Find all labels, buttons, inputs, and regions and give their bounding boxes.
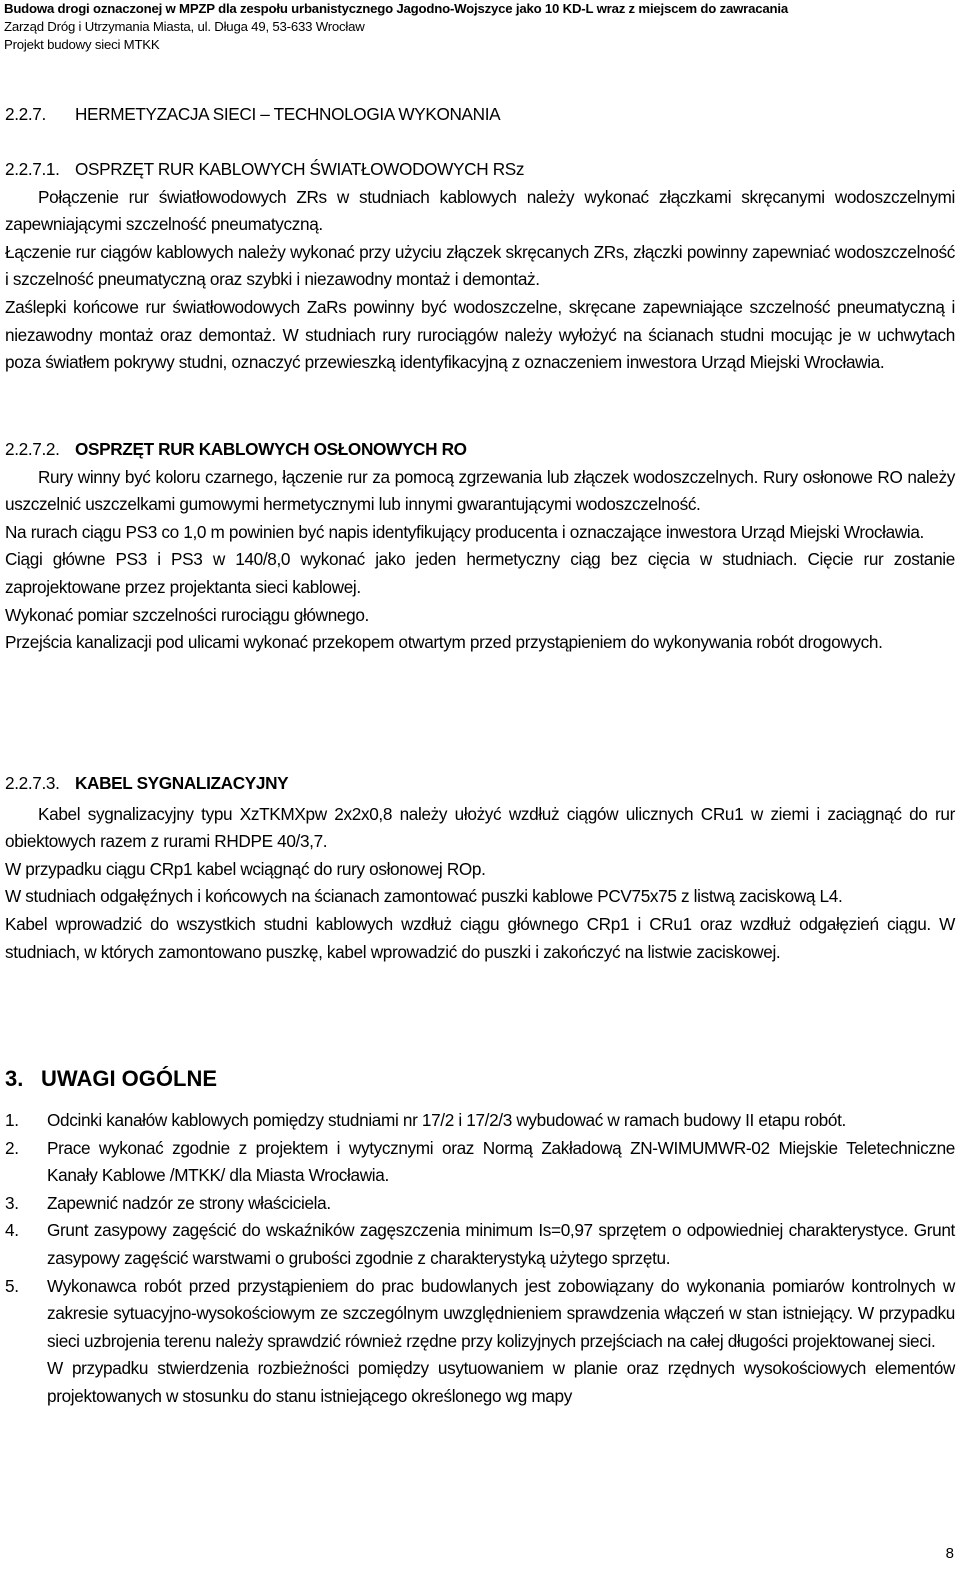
heading-2-2-7-3 (5, 770, 955, 798)
heading-2-2-7-2 (5, 436, 955, 464)
list-item-number: 3. (5, 1192, 19, 1213)
paragraph: Połączenie rur światłowodowych ZRs w studniach kablowych należy wykonać złączkami skręcanymi wodoszczelnymi zapewniającymi szczelność pneumatyczną. (5, 186, 955, 235)
heading-3 (5, 1064, 217, 1094)
paragraph: Rury winny być koloru czarnego, łączenie rur za pomocą zgrzewania lub złączek wodoszczelnych. Rury osłonowe RO należy uszczelnić uszczelkami gumowymi hermetycznymi lub innymi gwarantującymi wodoszczelność. (5, 466, 955, 515)
general-notes-list (5, 1107, 955, 1411)
heading-number: 2.2.7.2. (5, 439, 60, 459)
heading-title: OSPRZĘT RUR KABLOWYCH OSŁONOWYCH RO (75, 439, 467, 459)
section-2-2-7-1 (5, 156, 955, 377)
paragraph: Na rurach ciągu PS3 co 1,0 m powinien być napis identyfikujący producenta i oznaczające inwestora Urząd Miejski Wrocławia. (5, 521, 924, 542)
paragraph: Kabel wprowadzić do wszystkich studni kablowych wzdłuż ciągu głównego CRp1 i CRu1 oraz wzdłuż odgałęzień ciągu. W studniach, w których zamontowano puszkę, kabel wprowadzić do puszki i zakończyć na listwie zaciskowej. (5, 913, 955, 962)
paragraph: Kabel sygnalizacyjny typu XzTKMXpw 2x2x0,8 należy ułożyć wzdłuż ciągów ulicznych CRu1 w ziemi i zaciągnąć do rur obiektowych razem z rurami RHDPE 40/3,7. (5, 803, 955, 852)
heading-title: HERMETYZACJA SIECI – TECHNOLOGIA WYKONANIA (75, 104, 501, 124)
list-item-number: 4. (5, 1220, 19, 1241)
paragraph: W studniach odgałęźnych i końcowych na ścianach zamontować puszki kablowe PCV75x75 z listwą zaciskową L4. (5, 886, 843, 907)
header-project-title: Budowa drogi oznaczonej w MPZP dla zespołu urbanistycznego Jagodno-Wojszyce jako 10 KD-L wraz z miejscem do zawracania (4, 1, 788, 16)
heading-2-2-7 (5, 101, 500, 129)
heading-title: KABEL SYGNALIZACYJNY (75, 773, 289, 793)
list-item-number: 5. (5, 1275, 19, 1296)
paragraph: W przypadku ciągu CRp1 kabel wciągnąć do rury osłonowej ROp. (5, 858, 486, 879)
list-item (5, 1273, 955, 1411)
page-number: 8 (945, 1545, 954, 1562)
heading-title: UWAGI OGÓLNE (41, 1066, 217, 1091)
header-subtitle: Projekt budowy sieci MTKK (4, 37, 160, 52)
list-item-text: Grunt zasypowy zagęścić do wskaźników zagęszczenia minimum Is=0,97 sprzętem o odpowiedniej charakterystyce. Grunt zasypowy zagęścić warstwami o grubości zgodnie z charakterystyką użytego sprzętu. (47, 1220, 955, 1268)
heading-title: OSPRZĘT RUR KABLOWYCH ŚWIATŁOWODOWYCH RSz (75, 159, 525, 179)
heading-2-2-7-1 (5, 156, 955, 184)
list-item-text: Odcinki kanałów kablowych pomiędzy studniami nr 17/2 i 17/2/3 wybudować w ramach budowy II etapu robót. (47, 1110, 846, 1130)
list-item-text: Zapewnić nadzór ze strony właściciela. (47, 1192, 331, 1213)
heading-number: 2.2.7. (5, 104, 46, 124)
list-item (5, 1190, 955, 1218)
paragraph: Łączenie rur ciągów kablowych należy wykonać przy użyciu złączek skręcanych ZRs, złączki powinny zapewniać wodoszczelność i szczelność pneumatyczną oraz szybki i niezawodny montaż i demontaż. (5, 241, 955, 290)
list-item (5, 1217, 955, 1272)
heading-number: 2.2.7.3. (5, 773, 60, 793)
paragraph: Ciągi główne PS3 i PS3 w 140/8,0 wykonać jako jeden hermetyczny ciąg bez cięcia w studniach. Cięcie rur zostanie zaprojektowane przez projektanta sieci kablowej. (5, 549, 955, 597)
section-2-2-7-3 (5, 770, 955, 966)
list-item-number: 2. (5, 1137, 19, 1158)
heading-number: 2.2.7.1. (5, 159, 60, 179)
list-item (5, 1135, 955, 1190)
paragraph: Wykonać pomiar szczelności rurociągu głównego. (5, 604, 369, 625)
paragraph: Zaślepki końcowe rur światłowodowych ZaRs powinny być wodoszczelne, skręcane zapewniające szczelność pneumatyczną i niezawodny montaż oraz demontaż. W studniach rury rurociągów należy wyłożyć na ścianach studni mocując je w uchwytach poza światłem pokrywy studni, oznaczyć przewieszką identyfikacyjną z oznaczeniem inwestora Urząd Miejski Wrocławia. (5, 296, 955, 373)
paragraph: Przejścia kanalizacji pod ulicami wykonać przekopem otwartym przed przystąpieniem do wykonywania robót drogowych. (5, 632, 883, 653)
list-item-text: Prace wykonać zgodnie z projektem i wytycznymi oraz Normą Zakładową ZN-WIMUMWR-02 Miejskie Teletechniczne Kanały Kablowe /MTKK/ dla Miasta Wrocławia. (47, 1137, 955, 1186)
page-header (4, 0, 788, 54)
heading-number: 3. (5, 1066, 24, 1091)
header-client: Zarząd Dróg i Utrzymania Miasta, ul. Długa 49, 53-633 Wrocław (4, 19, 365, 34)
list-item-number: 1. (5, 1110, 19, 1130)
list-item-text: Wykonawca robót przed przystąpieniem do prac budowlanych jest zobowiązany do wykonania pomiarów kontrolnych w zakresie sytuacyjno-wysokościowym ze szczególnym uwzględnieniem sprawdzenia włączeń w stan istniejący. W przypadku sieci uzbrojenia terenu należy sprawdzić również rzędne przy kolizyjnych przejściach na całej długości projektowanej sieci. W przypadku stwierdzenia rozbieżności pomiędzy usytuowaniem w planie oraz rzędnych wysokościowych elementów projektowanych w stosunku do stanu istniejącego określonego wg mapy (47, 1275, 955, 1406)
section-2-2-7-2 (5, 436, 955, 657)
list-item (5, 1107, 955, 1135)
